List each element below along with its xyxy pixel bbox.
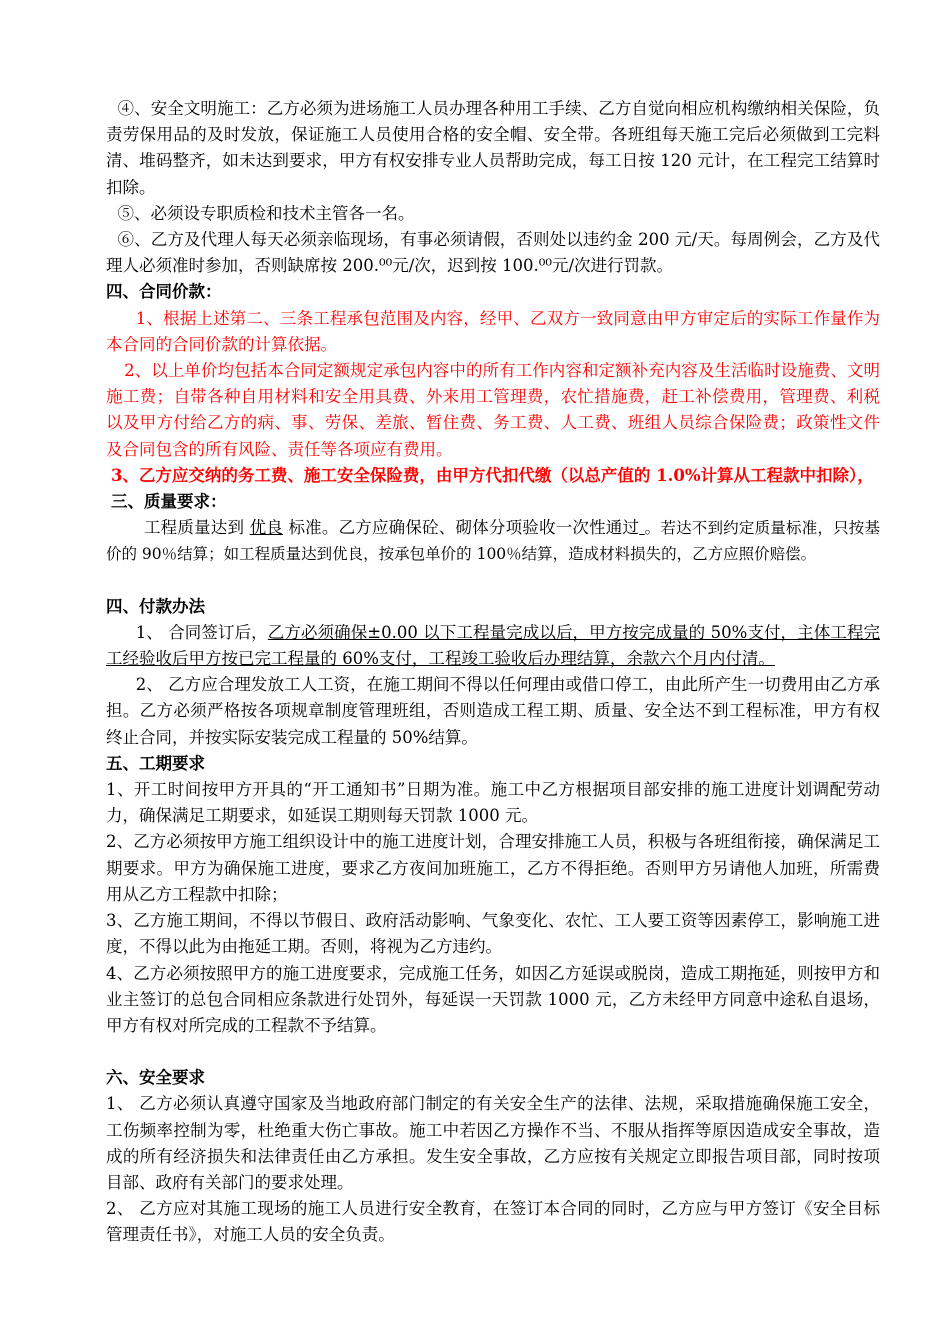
quality-paragraph <box>106 515 880 567</box>
schedule-paragraph-2: 2、乙方必须按甲方施工组织设计中的施工进度计划，合理安排施工人员，积极与各班组衔接，确保满足工期要求。甲方为确保施工进度，要求乙方夜间加班施工，乙方不得拒绝。否则甲方另请他人加班，所需费用从乙方工程款中扣除； <box>106 832 880 904</box>
spacer <box>106 568 880 594</box>
quality-text-a: 工程质量达到 <box>143 518 245 538</box>
section-heading-quality: 三、质量要求： <box>110 492 227 512</box>
price-paragraph-1: 1、根据上述第二、三条工程承包范围及内容，经甲、乙双方一致同意由甲方审定后的实际工作量作为本合同的合同价款的计算依据。 <box>106 308 880 354</box>
payment-paragraph-1 <box>106 620 880 672</box>
contract-page <box>106 96 880 1249</box>
schedule-paragraph-3: 3、乙方施工期间，不得以节假日、政府活动影响、气象变化、农忙、工人要工资等因素停工，影响施工进度，不得以此为由拖延工期。否则，将视为乙方违约。 <box>106 911 880 957</box>
clause-item-6: ⑥、乙方及代理人每天必须亲临现场，有事必须请假，否则处以违约金 200 元/天。每周例会，乙方及代理人必须准时参加，否则缺席按 200.⁰⁰元/次，迟到按 100.⁰⁰元/次进行罚款。 <box>106 230 880 276</box>
quality-text-b: 标准。乙方应确保砼、砌体分项验收一次性通过 <box>288 518 640 538</box>
spacer <box>106 1039 880 1065</box>
payment-terms: 乙方必须确保±0.00 以下工程量完成以后，甲方按完成量的 50%支付，主体工程完工经验收后甲方按已完工程量的 60%支付，工程竣工验收后办理结算，余款六个月内付清。 <box>106 622 881 669</box>
clause-item-4: ④、安全文明施工：乙方必须为进场施工人员办理各种用工手续、乙方自觉向相应机构缴纳相关保险，负责劳保用品的及时发放，保证施工人员使用合格的安全帽、安全带。各班组每天施工完后必须做到工完料清、堆码整齐，如未达到要求，甲方有权安排专业人员帮助完成，每工日按 120 元计，在工程完工结算时扣除。 <box>106 99 880 197</box>
section-heading-schedule: 五、工期要求 <box>106 753 205 773</box>
schedule-paragraph-1: 1、开工时间按甲方开具的“开工通知书”日期为准。施工中乙方根据项目部安排的施工进度计划调配劳动力，确保满足工期要求，如延误工期则每天罚款 1000 元。 <box>106 780 880 826</box>
price-paragraph-3: 3、乙方应交纳的务工费、施工安全保险费，由甲方代扣代缴（以总产值的 1.0%计算从工程款中扣除）， <box>110 465 874 485</box>
schedule-paragraph-4: 4、乙方必须按照甲方的施工进度要求，完成施工任务，如因乙方延误或脱岗，造成工期拖延，则按甲方和业主签订的总包合同相应条款进行处罚外，每延误一天罚款 1000 元，乙方未经甲方同意中途私自退场，甲方有权对所完成的工程款不予结算。 <box>106 963 880 1035</box>
quality-grade: 优良 <box>249 518 284 538</box>
payment-text-a: 1、 合同签订后， <box>135 622 268 642</box>
safety-paragraph-1: 1、 乙方必须认真遵守国家及当地政府部门制定的有关安全生产的法律、法规，采取措施确保施工安全，工伤频率控制为零，杜绝重大伤亡事故。施工中若因乙方操作不当、不服从指挥等原因造成安全事故，造成的所有经济损失和法律责任由乙方承担。发生安全事故，乙方应按有关规定立即报告项目部，同时按项目部、政府有关部门的要求处理。 <box>106 1094 880 1192</box>
quality-text-c: 。若达不到约定质量标准，只按基价的 90％结算；如工程质量达到优良，按承包单价的 100％结算，造成材料损失的，乙方应照价赔偿。 <box>106 519 881 564</box>
clause-item-5: ⑤、必须设专职质检和技术主管各一名。 <box>117 203 415 223</box>
section-heading-payment: 四、付款办法 <box>106 596 205 616</box>
price-paragraph-2: 2、以上单价均包括本合同定额规定承包内容中的所有工作内容和定额补充内容及生活临时设施费、文明施工费；自带各种自用材料和安全用具费、外来用工管理费，农忙措施费，赶工补偿费用，管理费、利税以及甲方付给乙方的病、事、劳保、差旅、暂住费、务工费、人工费、班组人员综合保险费；政策性文件及合同包含的所有风险、责任等各项应有费用。 <box>106 361 880 459</box>
payment-paragraph-2: 2、 乙方应合理发放工人工资，在施工期间不得以任何理由或借口停工，由此所产生一切费用由乙方承担。乙方必须严格按各项规章制度管理班组，否则造成工程工期、质量、安全达不到工程标准，甲方有权终止合同，并按实际安装完成工程量的 50%结算。 <box>106 675 880 747</box>
section-heading-safety: 六、安全要求 <box>106 1068 205 1088</box>
safety-paragraph-2: 2、 乙方应对其施工现场的施工人员进行安全教育，在签订本合同的同时，乙方应与甲方签订《安全目标管理责任书》，对施工人员的安全负责。 <box>106 1199 880 1245</box>
section-heading-price: 四、合同价款： <box>106 282 222 302</box>
